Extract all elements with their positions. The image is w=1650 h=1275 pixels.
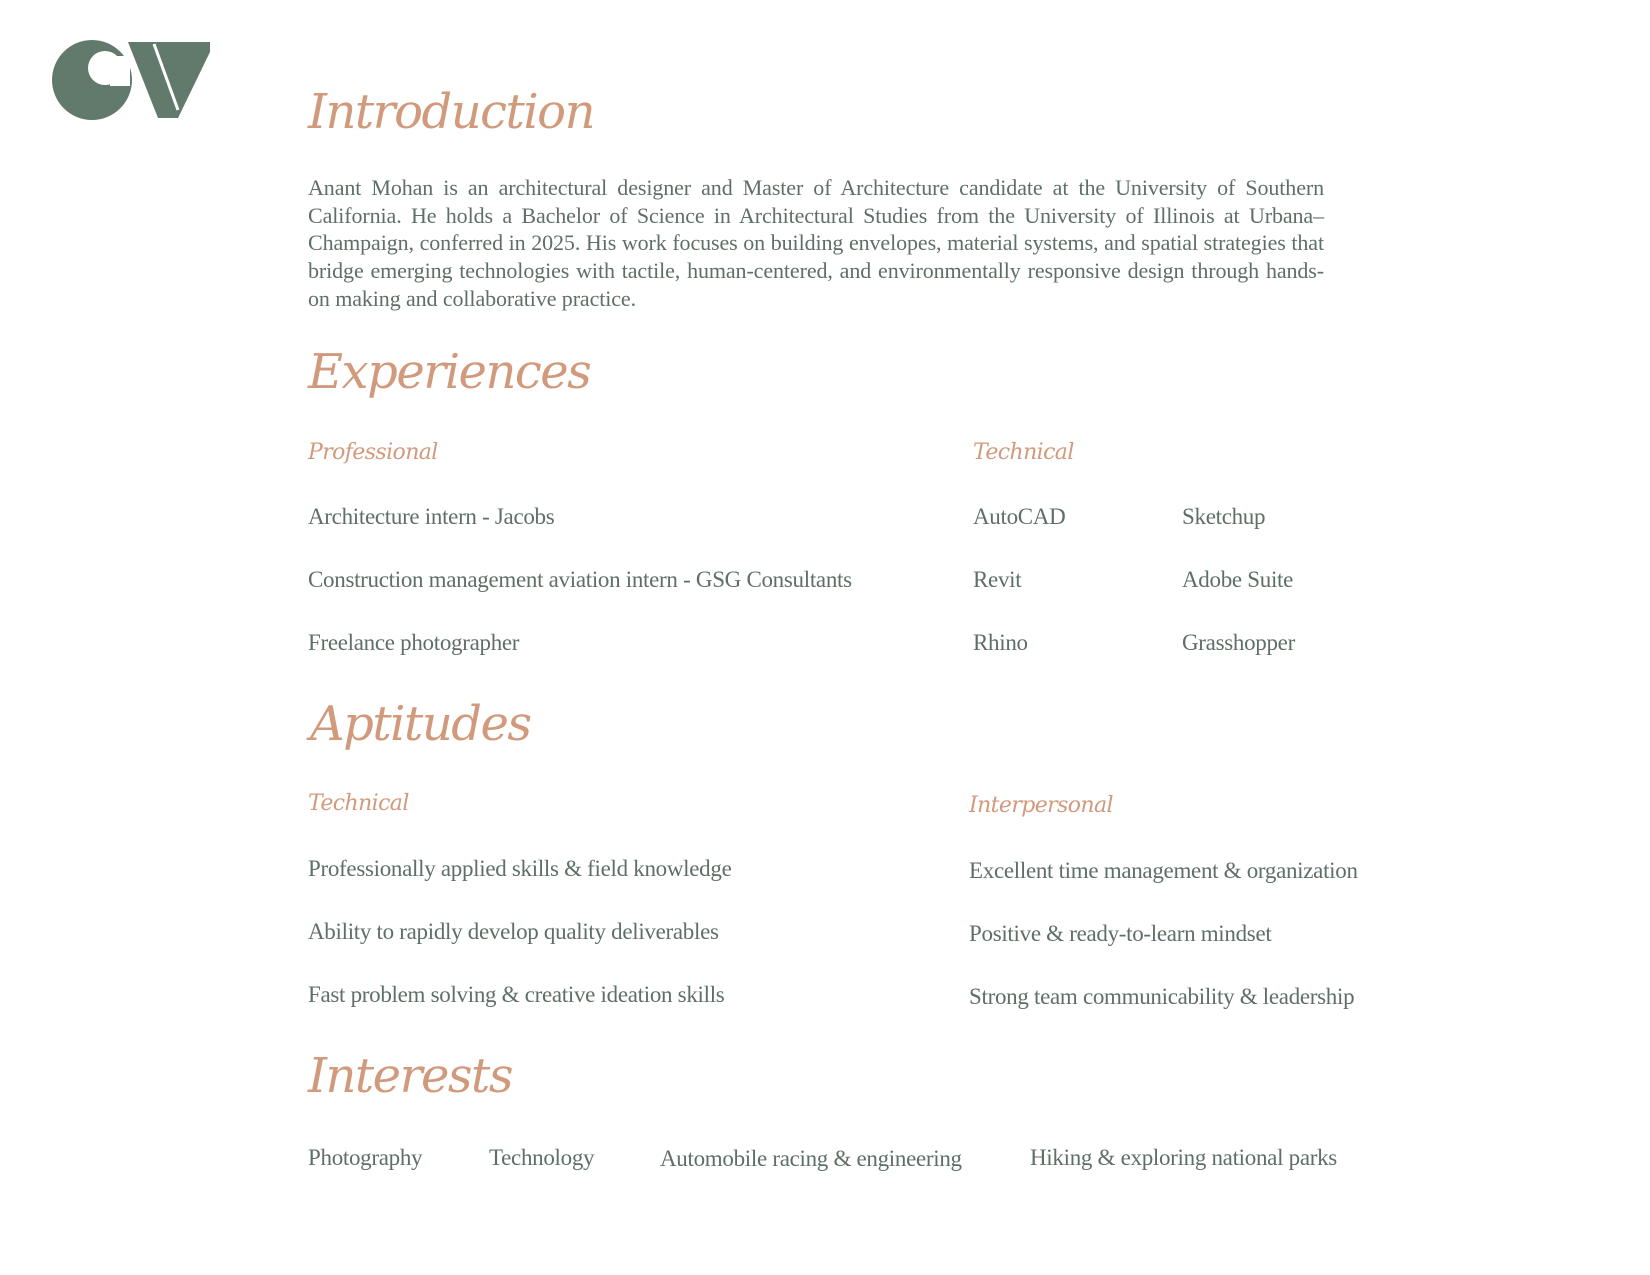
aptitudes-heading: Aptitudes: [310, 696, 531, 752]
experiences-heading: Experiences: [308, 344, 591, 400]
interest-item: Automobile racing & engineering: [660, 1146, 962, 1171]
aptitude-item: Excellent time management & organization: [969, 858, 1358, 883]
aptitude-item: Strong team communicability & leadership: [969, 984, 1355, 1009]
software-item: Adobe Suite: [1182, 567, 1294, 592]
aptitude-item: Fast problem solving & creative ideation skills: [308, 982, 725, 1007]
interest-item: Photography: [308, 1145, 423, 1170]
aptitude-item: Professionally applied skills & field knowledge: [308, 856, 732, 881]
experiences-professional-label: Professional: [308, 440, 438, 465]
aptitude-item: Ability to rapidly develop quality deliverables: [308, 919, 719, 944]
software-item: Revit: [973, 567, 1022, 592]
software-item: Sketchup: [1182, 504, 1266, 529]
cv-monogram-icon: [50, 38, 215, 128]
interest-item: Technology: [489, 1145, 595, 1170]
introduction-text: Anant Mohan is an architectural designer and Master of Architecture candidate at the University of Southern California. He holds a Bachelor of Science in Architectural Studies from the University of Illinois at Urbana–Champaign, conferred in 2025. His work focuses on building envelopes, material systems, and spatial strategies that bridge emerging technologies with tactile, human-centered, and environmentally responsive design through hands-on making and collaborative practice.: [308, 175, 1324, 311]
software-item: Grasshopper: [1182, 630, 1295, 655]
software-item: AutoCAD: [973, 504, 1066, 529]
software-item: Rhino: [973, 630, 1028, 655]
cv-logo: [50, 38, 215, 128]
interest-item: Hiking & exploring national parks: [1030, 1145, 1337, 1170]
interests-heading: Interests: [308, 1048, 512, 1104]
aptitude-item: Positive & ready-to-learn mindset: [969, 921, 1272, 946]
aptitudes-technical-label: Technical: [308, 791, 409, 816]
experience-item: Construction management aviation intern - GSG Consultants: [308, 567, 852, 592]
experiences-technical-label: Technical: [973, 440, 1074, 465]
aptitudes-interpersonal-label: Interpersonal: [969, 793, 1113, 818]
experience-item: Freelance photographer: [308, 630, 520, 655]
introduction-heading: Introduction: [308, 84, 594, 140]
experience-item: Architecture intern - Jacobs: [308, 504, 555, 529]
